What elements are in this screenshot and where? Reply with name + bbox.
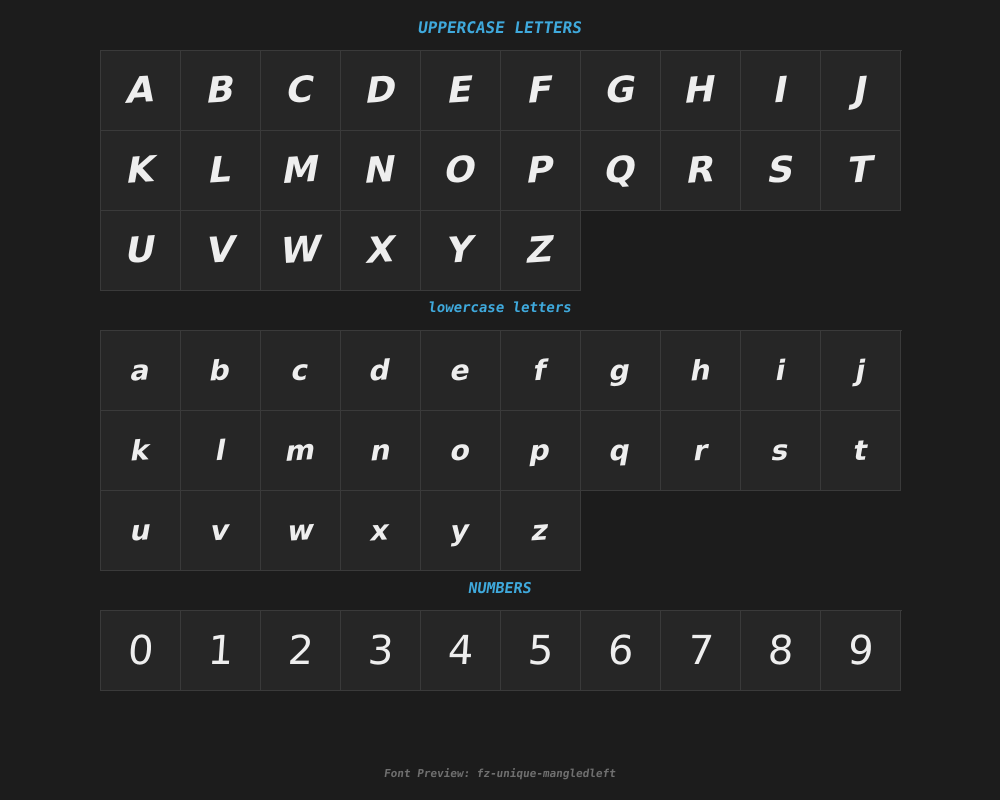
lowercase-glyph-cell (501, 411, 581, 491)
uppercase-glyph: B (202, 69, 239, 112)
uppercase-glyph-cell (421, 51, 501, 131)
uppercase-glyph-cell (341, 131, 421, 211)
uppercase-glyph-cell (661, 131, 741, 211)
uppercase-glyph-cell (661, 51, 741, 131)
uppercase-glyph: H (681, 68, 720, 113)
numbers-glyph: 8 (766, 627, 795, 674)
lowercase-glyph: t (850, 433, 871, 468)
lowercase-glyph: a (127, 353, 154, 388)
lowercase-glyph: l (212, 433, 229, 468)
lowercase-glyph-cell (261, 491, 341, 571)
numbers-glyph: 1 (206, 627, 235, 674)
lowercase-glyph-cell (181, 331, 261, 411)
uppercase-glyph: Z (523, 229, 558, 272)
uppercase-glyph-cell (501, 51, 581, 131)
uppercase-glyph: K (122, 149, 159, 192)
uppercase-glyph-cell (741, 51, 821, 131)
lowercase-glyph: k (128, 433, 153, 468)
lowercase-glyph-cell (101, 491, 181, 571)
lowercase-glyph-cell (421, 411, 501, 491)
lowercase-glyph: z (529, 513, 552, 548)
uppercase-glyph-cell (261, 131, 341, 211)
numbers-section-title: NUMBERS (467, 579, 533, 597)
lowercase-glyph-cell (741, 331, 821, 411)
uppercase-glyph-cell (261, 211, 341, 291)
lowercase-glyph: w (284, 513, 317, 548)
lowercase-glyph: g (607, 353, 634, 388)
lowercase-glyph-cell (341, 491, 421, 571)
uppercase-glyph-cell (181, 131, 261, 211)
numbers-glyph-cell (661, 611, 741, 691)
lowercase-glyph: v (208, 513, 233, 548)
lowercase-glyph-cell (661, 411, 741, 491)
lowercase-glyph-cell (421, 331, 501, 411)
lowercase-glyph-cell (341, 411, 421, 491)
lowercase-glyph: b (207, 353, 234, 388)
numbers-glyph: 6 (606, 627, 635, 674)
numbers-glyph-grid (100, 610, 902, 691)
uppercase-glyph-cell (741, 131, 821, 211)
lowercase-glyph-cell (821, 411, 901, 491)
uppercase-glyph-cell (581, 51, 661, 131)
numbers-glyph: 3 (366, 627, 395, 674)
numbers-glyph-cell (421, 611, 501, 691)
uppercase-section-title: UPPERCASE LETTERS (416, 18, 584, 37)
uppercase-glyph-cell (581, 131, 661, 211)
lowercase-glyph-cell (261, 411, 341, 491)
uppercase-glyph-cell (421, 131, 501, 211)
lowercase-glyph: y (448, 513, 473, 548)
lowercase-glyph-cell (581, 331, 661, 411)
lowercase-glyph-cell (501, 331, 581, 411)
lowercase-glyph: n (367, 433, 394, 468)
lowercase-glyph: u (127, 513, 154, 548)
lowercase-glyph-cell (181, 491, 261, 571)
uppercase-glyph: L (205, 149, 236, 192)
lowercase-glyph-cell (501, 491, 581, 571)
uppercase-glyph-cell (181, 51, 261, 131)
lowercase-glyph-cell (261, 331, 341, 411)
uppercase-glyph: J (850, 69, 871, 112)
lowercase-glyph: o (447, 433, 474, 468)
lowercase-glyph: c (289, 353, 312, 388)
uppercase-glyph: G (601, 69, 640, 112)
numbers-glyph-cell (501, 611, 581, 691)
uppercase-glyph-cell (501, 131, 581, 211)
uppercase-glyph-cell (341, 211, 421, 291)
lowercase-glyph: p (527, 433, 554, 468)
numbers-glyph-cell (741, 611, 821, 691)
uppercase-glyph: R (682, 149, 719, 192)
lowercase-glyph-cell (741, 411, 821, 491)
numbers-glyph: 2 (286, 627, 315, 674)
uppercase-glyph: M (278, 148, 323, 193)
uppercase-glyph: Q (601, 148, 640, 193)
lowercase-glyph-cell (341, 331, 421, 411)
numbers-glyph: 4 (446, 627, 475, 674)
lowercase-glyph-cell (581, 411, 661, 491)
numbers-glyph: 9 (846, 627, 875, 674)
lowercase-glyph-cell (821, 331, 901, 411)
uppercase-glyph-cell (101, 51, 181, 131)
lowercase-glyph: j (852, 353, 869, 388)
uppercase-glyph-cell (101, 131, 181, 211)
font-preview-footer: Font Preview: fz-unique-mangledleft (383, 767, 617, 780)
uppercase-glyph: F (524, 69, 557, 112)
uppercase-glyph: C (283, 69, 318, 112)
lowercase-glyph-cell (181, 411, 261, 491)
lowercase-glyph: m (282, 433, 319, 468)
numbers-glyph-cell (341, 611, 421, 691)
uppercase-glyph-cell (821, 51, 901, 131)
uppercase-glyph: V (202, 229, 239, 272)
uppercase-glyph-cell (341, 51, 421, 131)
uppercase-glyph: W (276, 228, 325, 273)
uppercase-glyph-cell (101, 211, 181, 291)
numbers-glyph-cell (581, 611, 661, 691)
numbers-glyph-cell (261, 611, 341, 691)
uppercase-glyph: T (844, 149, 877, 192)
numbers-glyph-cell (821, 611, 901, 691)
numbers-glyph: 0 (126, 627, 155, 674)
lowercase-glyph-cell (421, 491, 501, 571)
uppercase-glyph: X (362, 229, 399, 272)
lowercase-glyph-cell (101, 331, 181, 411)
uppercase-glyph-cell (181, 211, 261, 291)
lowercase-glyph-cell (101, 411, 181, 491)
uppercase-glyph-grid (100, 50, 902, 291)
numbers-glyph: 7 (686, 627, 715, 674)
uppercase-glyph-cell (821, 131, 901, 211)
uppercase-glyph-cell (421, 211, 501, 291)
uppercase-glyph: I (770, 69, 791, 112)
uppercase-glyph: P (523, 149, 558, 192)
lowercase-glyph: q (607, 433, 634, 468)
uppercase-glyph-cell (261, 51, 341, 131)
uppercase-glyph-cell (501, 211, 581, 291)
numbers-glyph: 5 (526, 627, 555, 674)
uppercase-glyph: A (122, 69, 159, 112)
lowercase-glyph: h (687, 353, 714, 388)
lowercase-glyph: i (772, 353, 789, 388)
lowercase-glyph-cell (661, 331, 741, 411)
uppercase-glyph: U (121, 229, 159, 272)
lowercase-glyph: e (447, 353, 474, 388)
numbers-glyph-cell (181, 611, 261, 691)
uppercase-glyph: E (444, 69, 477, 112)
lowercase-glyph: r (690, 433, 711, 468)
uppercase-glyph: S (763, 149, 798, 192)
lowercase-glyph: d (367, 353, 394, 388)
uppercase-glyph: N (361, 148, 400, 193)
lowercase-glyph: x (368, 513, 393, 548)
uppercase-glyph: D (361, 69, 400, 112)
lowercase-glyph-grid (100, 330, 902, 571)
uppercase-glyph: O (441, 148, 480, 193)
numbers-glyph-cell (101, 611, 181, 691)
uppercase-glyph: Y (443, 229, 478, 272)
lowercase-glyph: f (531, 353, 550, 388)
lowercase-section-title: lowercase letters (427, 300, 573, 316)
lowercase-glyph: s (769, 433, 792, 468)
